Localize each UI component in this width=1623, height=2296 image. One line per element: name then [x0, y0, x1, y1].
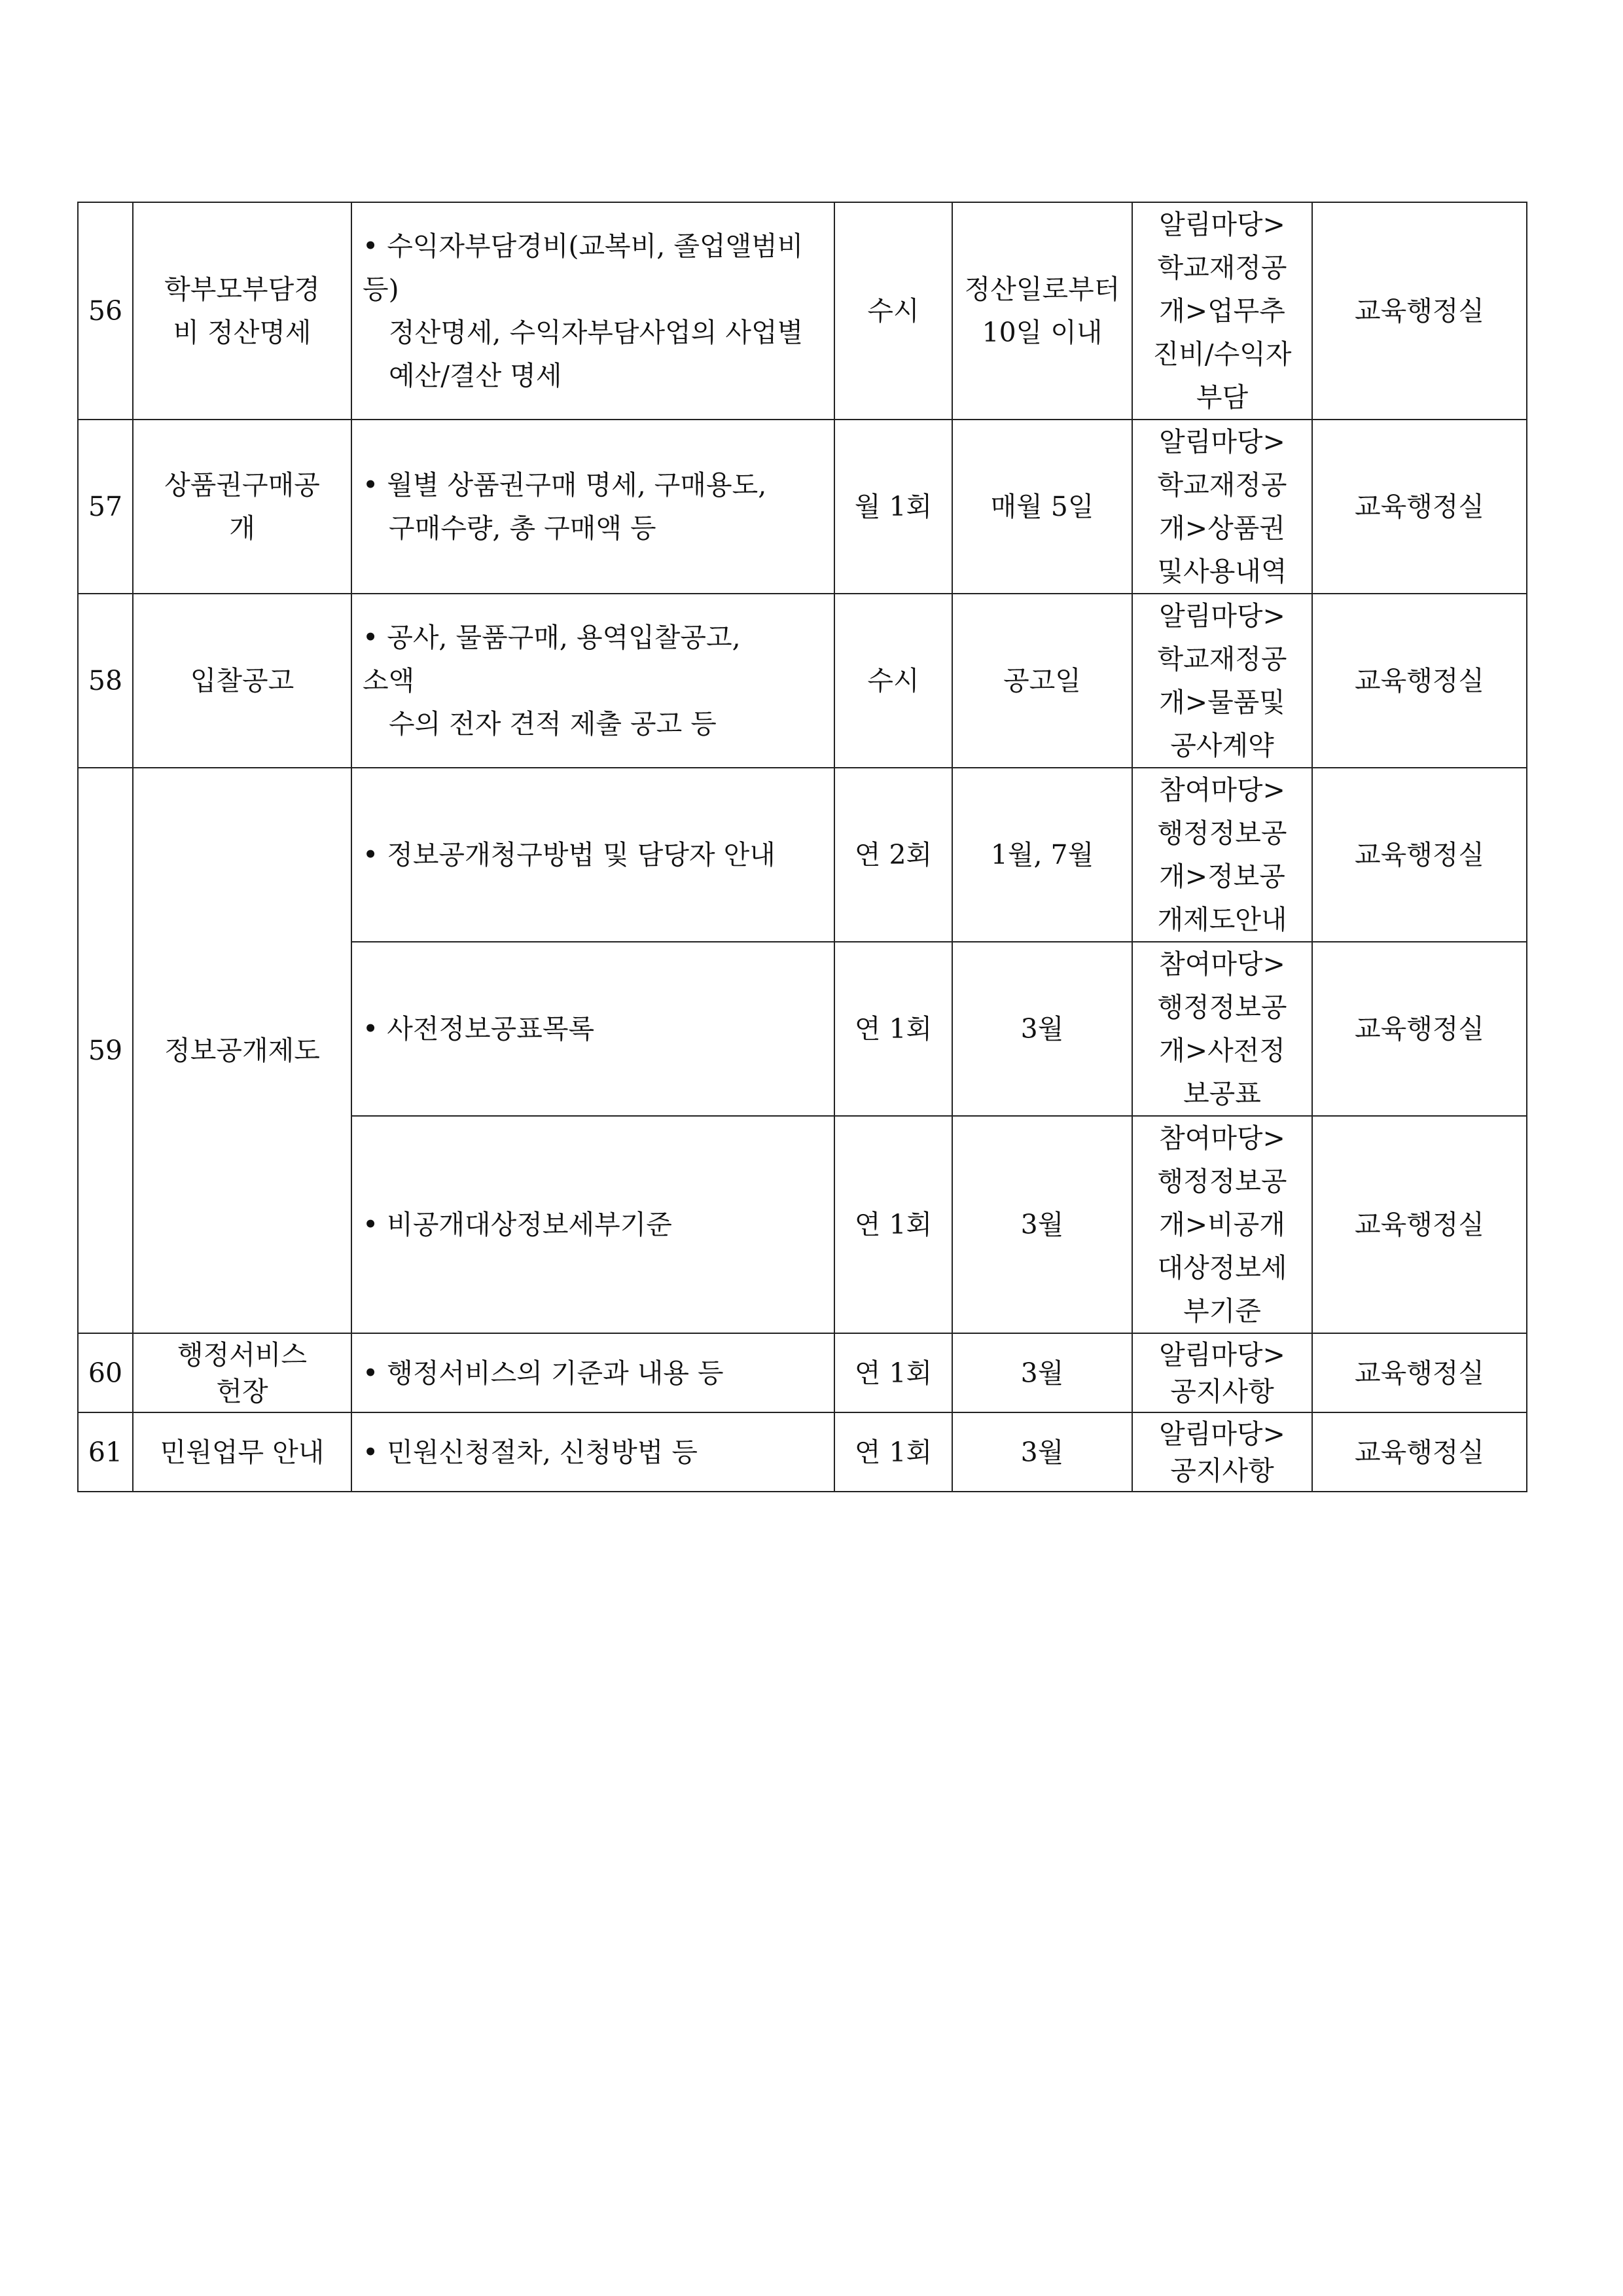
department: 교육행정실: [1312, 202, 1527, 420]
menu-path: 참여마당> 행정정보공 개>사전정 보공표: [1132, 942, 1312, 1116]
department: 교육행정실: [1312, 1412, 1527, 1492]
cycle: 연 1회: [834, 942, 952, 1116]
row-number: 58: [78, 594, 133, 768]
menu-path: 알림마당> 학교재정공 개>물품및 공사계약: [1132, 594, 1312, 768]
timing: 1월, 7월: [952, 768, 1132, 942]
cycle: 연 1회: [834, 1116, 952, 1333]
item-content: • 사전정보공표목록: [351, 942, 834, 1116]
cycle: 수시: [834, 594, 952, 768]
department: 교육행정실: [1312, 768, 1527, 942]
item-content: • 정보공개청구방법 및 담당자 안내: [351, 768, 834, 942]
item-name: 정보공개제도: [133, 768, 351, 1333]
cycle: 수시: [834, 202, 952, 420]
table-row: [78, 594, 1527, 768]
menu-path: 알림마당> 공지사항: [1132, 1333, 1312, 1412]
cycle: 연 1회: [834, 1412, 952, 1492]
table-row: [78, 202, 1527, 420]
cycle: 월 1회: [834, 420, 952, 594]
item-name: 입찰공고: [133, 594, 351, 768]
cycle: 연 2회: [834, 768, 952, 942]
timing: 매월 5일: [952, 420, 1132, 594]
department: 교육행정실: [1312, 594, 1527, 768]
item-name: 민원업무 안내: [133, 1412, 351, 1492]
item-content: • 월별 상품권구매 명세, 구매용도, 구매수량, 총 구매액 등: [351, 420, 834, 594]
department: 교육행정실: [1312, 1116, 1527, 1333]
disclosure-table: [77, 202, 1527, 1492]
item-content: • 수익자부담경비(교복비, 졸업앨범비 등) 정산명세, 수익자부담사업의 사업별 예산/결산 명세: [351, 202, 834, 420]
row-number: 59: [78, 768, 133, 1333]
timing: 공고일: [952, 594, 1132, 768]
menu-path: 알림마당> 학교재정공 개>업무추 진비/수익자 부담: [1132, 202, 1312, 420]
department: 교육행정실: [1312, 1333, 1527, 1412]
row-number: 56: [78, 202, 133, 420]
menu-path: 참여마당> 행정정보공 개>정보공 개제도안내: [1132, 768, 1312, 942]
department: 교육행정실: [1312, 942, 1527, 1116]
cycle: 연 1회: [834, 1333, 952, 1412]
table-row: [78, 768, 1527, 942]
item-name: 상품권구매공 개: [133, 420, 351, 594]
table-row: [78, 1333, 1527, 1412]
item-content: • 행정서비스의 기준과 내용 등: [351, 1333, 834, 1412]
timing: 정산일로부터 10일 이내: [952, 202, 1132, 420]
timing: 3월: [952, 1116, 1132, 1333]
item-content: • 민원신청절차, 신청방법 등: [351, 1412, 834, 1492]
item-content: • 공사, 물품구매, 용역입찰공고, 소액 수의 전자 견적 제출 공고 등: [351, 594, 834, 768]
menu-path: 참여마당> 행정정보공 개>비공개 대상정보세 부기준: [1132, 1116, 1312, 1333]
timing: 3월: [952, 1333, 1132, 1412]
department: 교육행정실: [1312, 420, 1527, 594]
item-name: 행정서비스 헌장: [133, 1333, 351, 1412]
row-number: 57: [78, 420, 133, 594]
item-content: • 비공개대상정보세부기준: [351, 1116, 834, 1333]
row-number: 60: [78, 1333, 133, 1412]
menu-path: 알림마당> 공지사항: [1132, 1412, 1312, 1492]
table-row: [78, 1412, 1527, 1492]
table-row: [78, 420, 1527, 594]
timing: 3월: [952, 1412, 1132, 1492]
item-name: 학부모부담경 비 정산명세: [133, 202, 351, 420]
row-number: 61: [78, 1412, 133, 1492]
timing: 3월: [952, 942, 1132, 1116]
menu-path: 알림마당> 학교재정공 개>상품권 및사용내역: [1132, 420, 1312, 594]
